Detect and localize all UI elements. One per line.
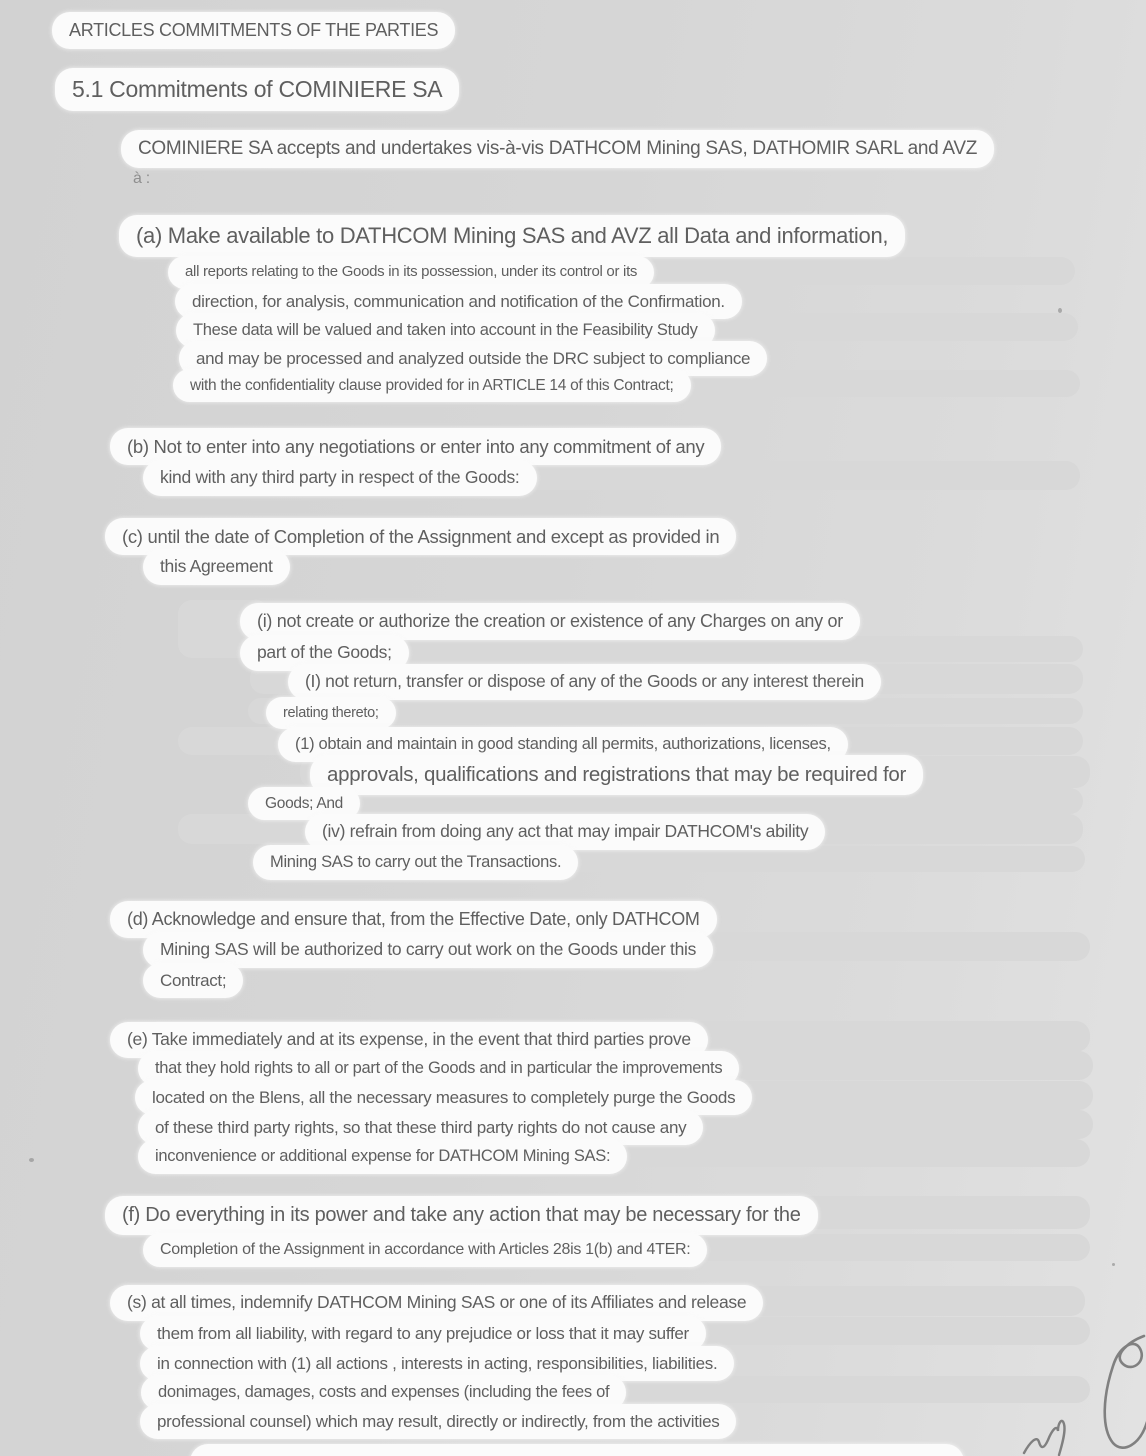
clause-s-line: professional counsel) which may result, directly or indirectly, from the activities xyxy=(140,1404,736,1439)
clause-c-line: (c) until the date of Completion of the Assignment and except as provided in xyxy=(105,518,736,555)
clause-d-line: Contract; xyxy=(143,963,243,998)
clause-s-line: (s) at all times, indemnify DATHCOM Mining SAS or one of its Affiliates and release xyxy=(110,1285,763,1321)
clause-a-line: These data will be valued and taken into account in the Feasibility Study xyxy=(176,313,715,348)
clause-e-line: that they hold rights to all or part of the Goods and in particular the improvements xyxy=(138,1051,739,1086)
scan-speckle xyxy=(29,1158,34,1162)
clause-e-line: inconvenience or additional expense for DATHCOM Mining SAS: xyxy=(138,1139,627,1174)
clause-d-line: Mining SAS will be authorized to carry out work on the Goods under this xyxy=(143,932,713,968)
signature-scribble xyxy=(1000,1300,1146,1456)
clause-f-line: Completion of the Assignment in accordance with Articles 28is 1(b) and 4TER: xyxy=(143,1233,707,1267)
subclause-i-line: part of the Goods; xyxy=(240,635,409,671)
clipped-bottom-pill xyxy=(190,1444,964,1456)
clause-s-line: donimages, damages, costs and expenses (including the fees of xyxy=(141,1375,626,1410)
intro-continuation: à : xyxy=(133,170,150,187)
subclause-1-line: approvals, qualifications and registrations that may be required for xyxy=(310,755,923,795)
clause-a-line: (a) Make available to DATHCOM Mining SAS and AVZ all Data and information, xyxy=(119,215,905,257)
clause-a-line: and may be processed and analyzed outside the DRC subject to compliance xyxy=(179,341,767,376)
clause-a-line: all reports relating to the Goods in its possession, under its control or its xyxy=(168,256,654,289)
subclause-i-line: (i) not create or authorize the creation or existence of any Charges on any or xyxy=(240,603,860,640)
subclause-1-line: Goods; And xyxy=(248,787,360,820)
clause-a-line: direction, for analysis, communication and notification of the Confirmation. xyxy=(175,284,742,319)
section-heading: 5.1 Commitments of COMINIERE SA xyxy=(55,68,459,111)
scan-speckle xyxy=(1058,308,1062,313)
clause-e-line: of these third party rights, so that these third party rights do not cause any xyxy=(138,1110,703,1145)
subclause-1-line: (1) obtain and maintain in good standing all permits, authorizations, licenses, xyxy=(278,727,848,762)
clause-e-line: (e) Take immediately and at its expense, in the event that third parties prove xyxy=(110,1022,708,1058)
clause-a-line: with the confidentiality clause provided for in ARTICLE 14 of this Contract; xyxy=(173,369,691,402)
clause-e-line: located on the Blens, all the necessary measures to completely purge the Goods xyxy=(135,1080,752,1115)
clause-b-line: kind with any third party in respect of the Goods: xyxy=(143,460,537,496)
clause-s-line: in connection with (1) all actions , interests in acting, responsibilities, liabilities. xyxy=(140,1346,734,1381)
clause-s-line: them from all liability, with regard to any prejudice or loss that it may suffer xyxy=(140,1316,706,1351)
subclause-l-line: relating thereto; xyxy=(266,697,396,729)
subclause-iv-line: (iv) refrain from doing any act that may impair DATHCOM's ability xyxy=(305,814,825,850)
clause-f-line: (f) Do everything in its power and take any action that may be necessary for the xyxy=(105,1196,818,1235)
clause-d-line: (d) Acknowledge and ensure that, from the Effective Date, only DATHCOM xyxy=(110,901,717,938)
subclause-iv-line: Mining SAS to carry out the Transactions. xyxy=(253,845,578,880)
article-heading: ARTICLES COMMITMENTS OF THE PARTIES xyxy=(52,12,455,49)
clause-c-line: this Agreement xyxy=(143,549,290,585)
clause-b-line: (b) Not to enter into any negotiations or enter into any commitment of any xyxy=(110,428,721,465)
scan-speckle xyxy=(1112,1263,1115,1266)
intro-line: COMINIERE SA accepts and undertakes vis-à-vis DATHCOM Mining SAS, DATHOMIR SARL and AVZ xyxy=(121,130,994,168)
subclause-l-line: (I) not return, transfer or dispose of any of the Goods or any interest therein xyxy=(288,664,881,700)
